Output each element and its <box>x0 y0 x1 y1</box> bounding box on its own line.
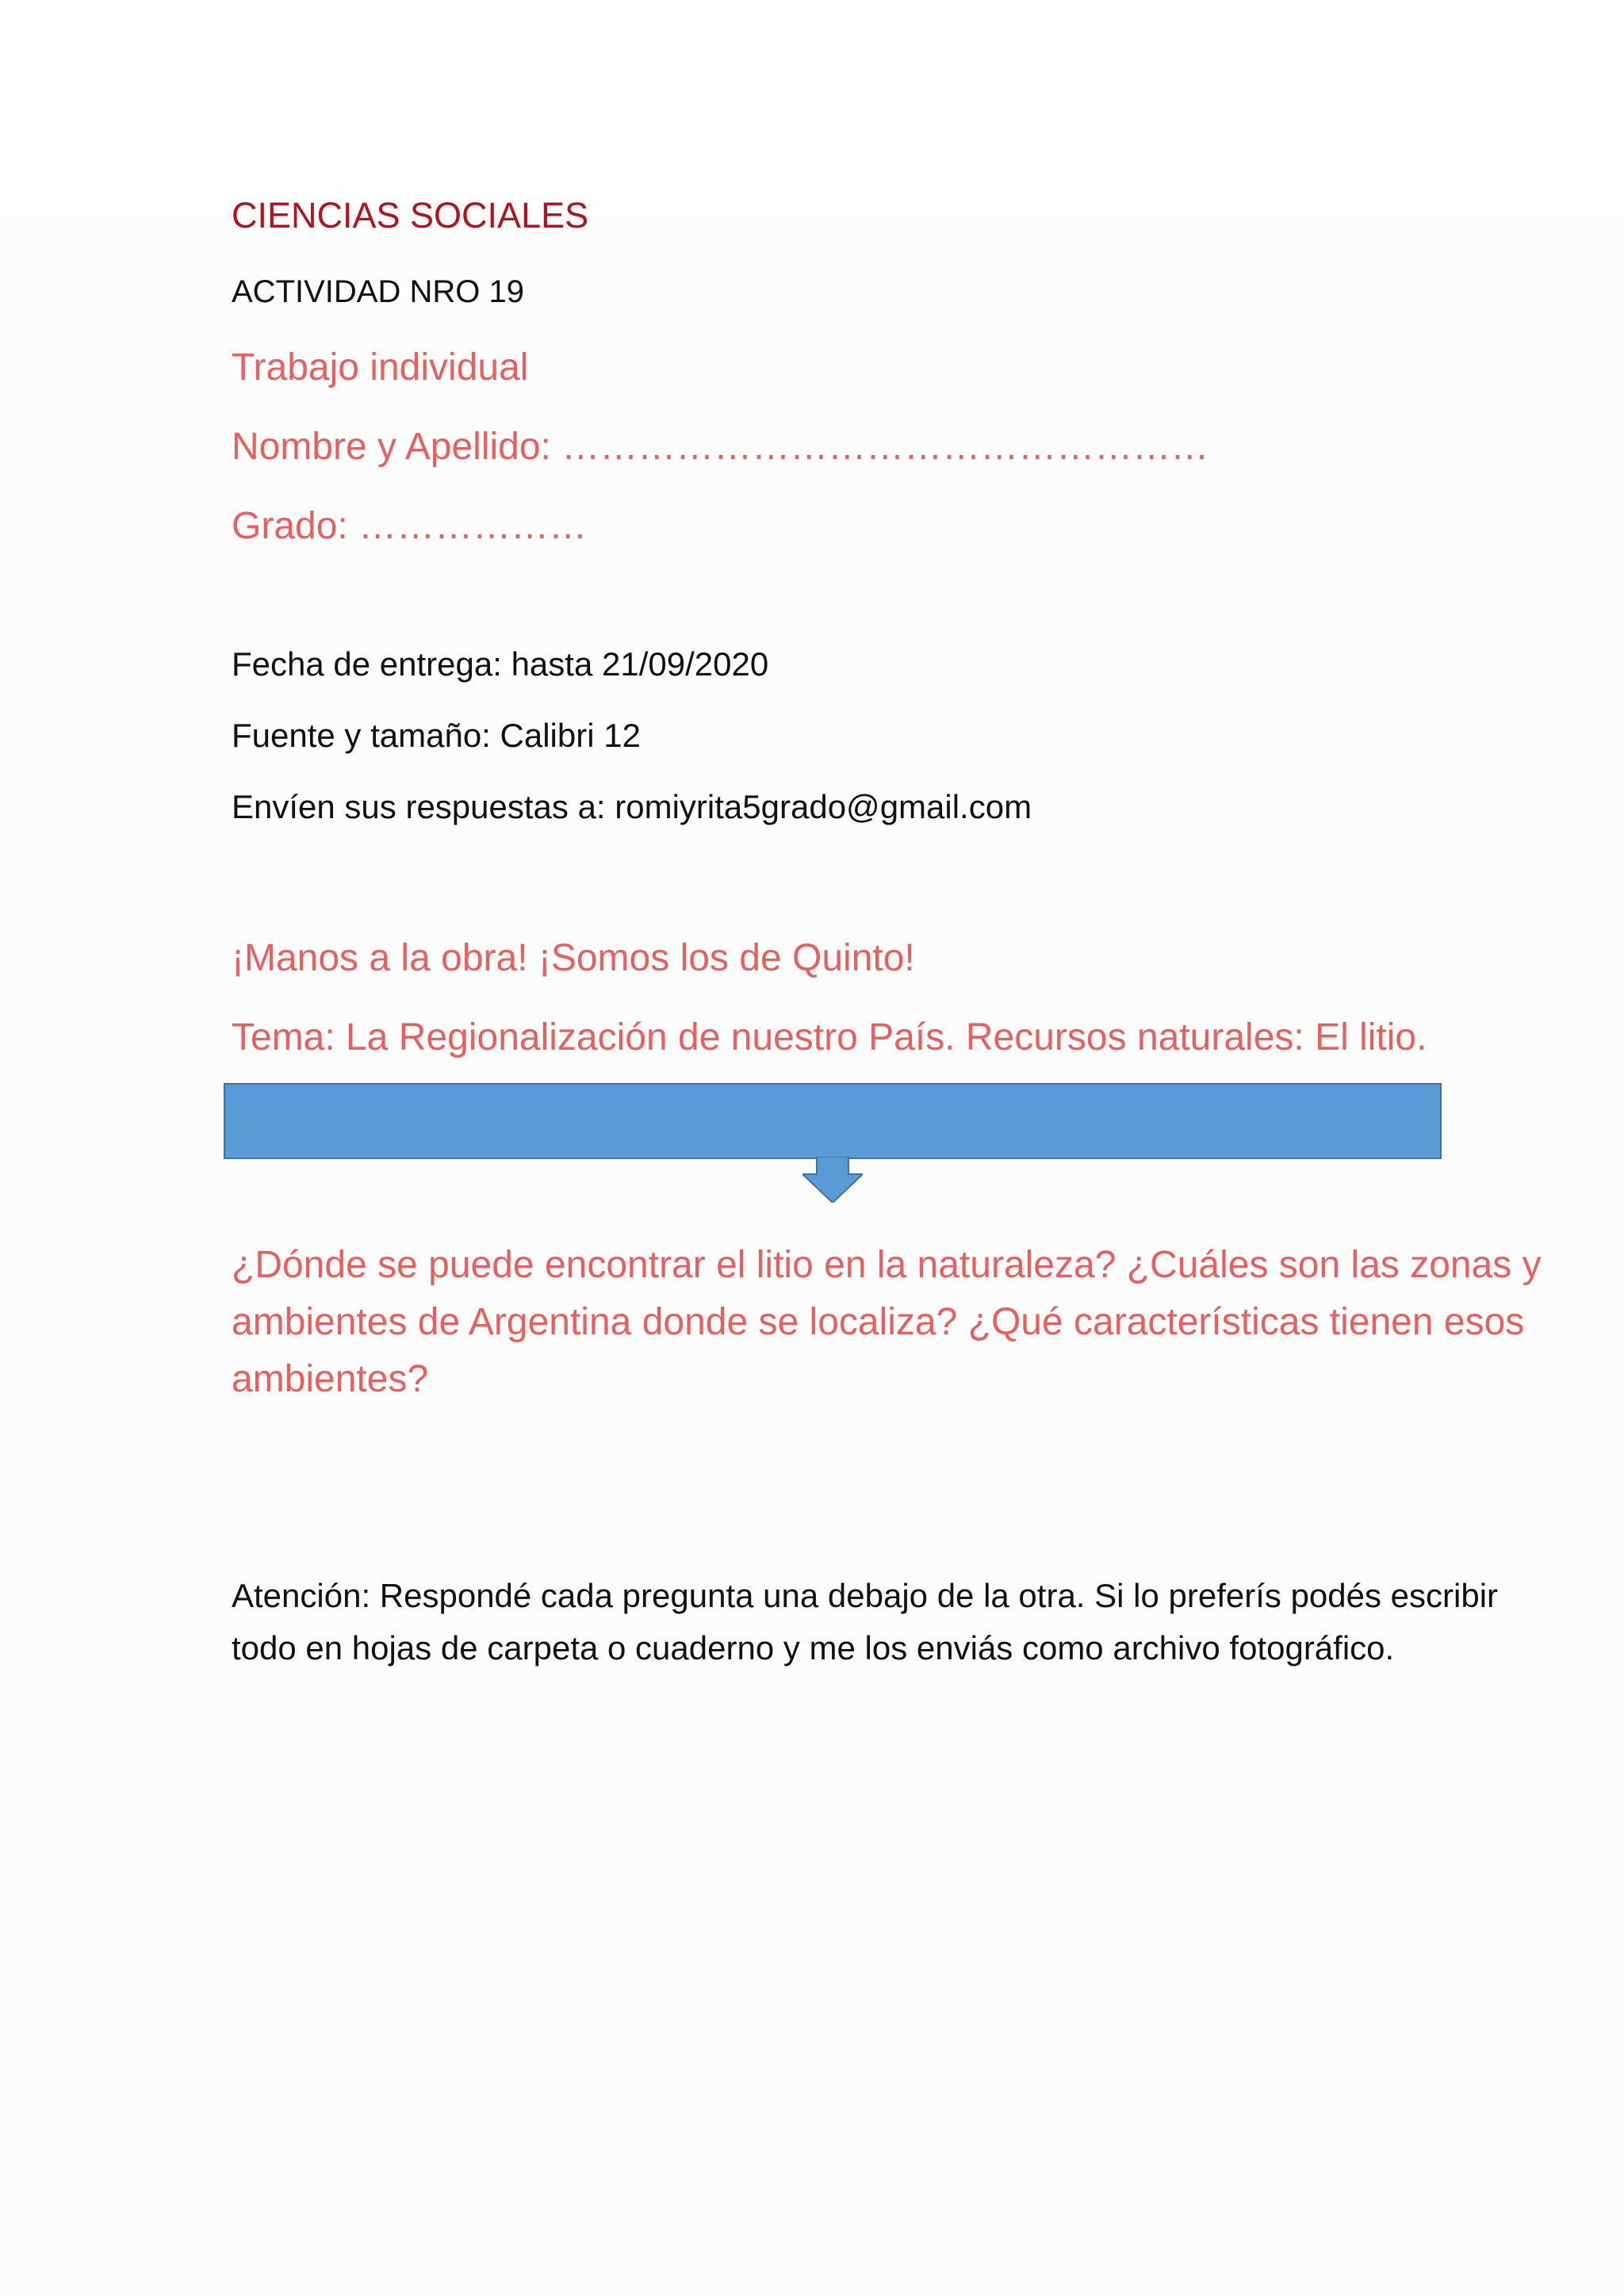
due-date: Fecha de entrega: hasta 21/09/2020 <box>232 645 769 683</box>
blue-banner <box>224 1083 1442 1159</box>
topic-line: Tema: La Regionalización de nuestro País. Recursos naturales: El litio. <box>232 1016 1427 1058</box>
font-requirement: Fuente y tamaño: Calibri 12 <box>232 717 641 754</box>
question-text: ¿Dónde se puede encontrar el litio en la naturaleza? ¿Cuáles son las zonas y ambientes de Argentina donde se localiza? ¿Qué características tienen esos ambientes? <box>232 1244 1542 1400</box>
grade-field-line: Grado: ……………… <box>232 505 588 547</box>
submission-email: Envíen sus respuestas a: romiyrita5grado@gmail.com <box>232 788 1032 825</box>
slogan: ¡Manos a la obra! ¡Somos los de Quinto! <box>232 937 915 979</box>
attention-note: Atención: Respondé cada pregunta una debajo de la otra. Si lo preferís podés escribir todo en hojas de carpeta o cuaderno y me los enviás como archivo fotográfico. <box>232 1577 1499 1667</box>
down-arrow-icon <box>802 1157 863 1203</box>
name-field-line: Nombre y Apellido: …………………………………………… <box>232 426 1209 468</box>
activity-number: ACTIVIDAD NRO 19 <box>232 274 524 309</box>
subject-title: CIENCIAS SOCIALES <box>232 195 589 235</box>
work-type: Trabajo individual <box>232 346 529 388</box>
